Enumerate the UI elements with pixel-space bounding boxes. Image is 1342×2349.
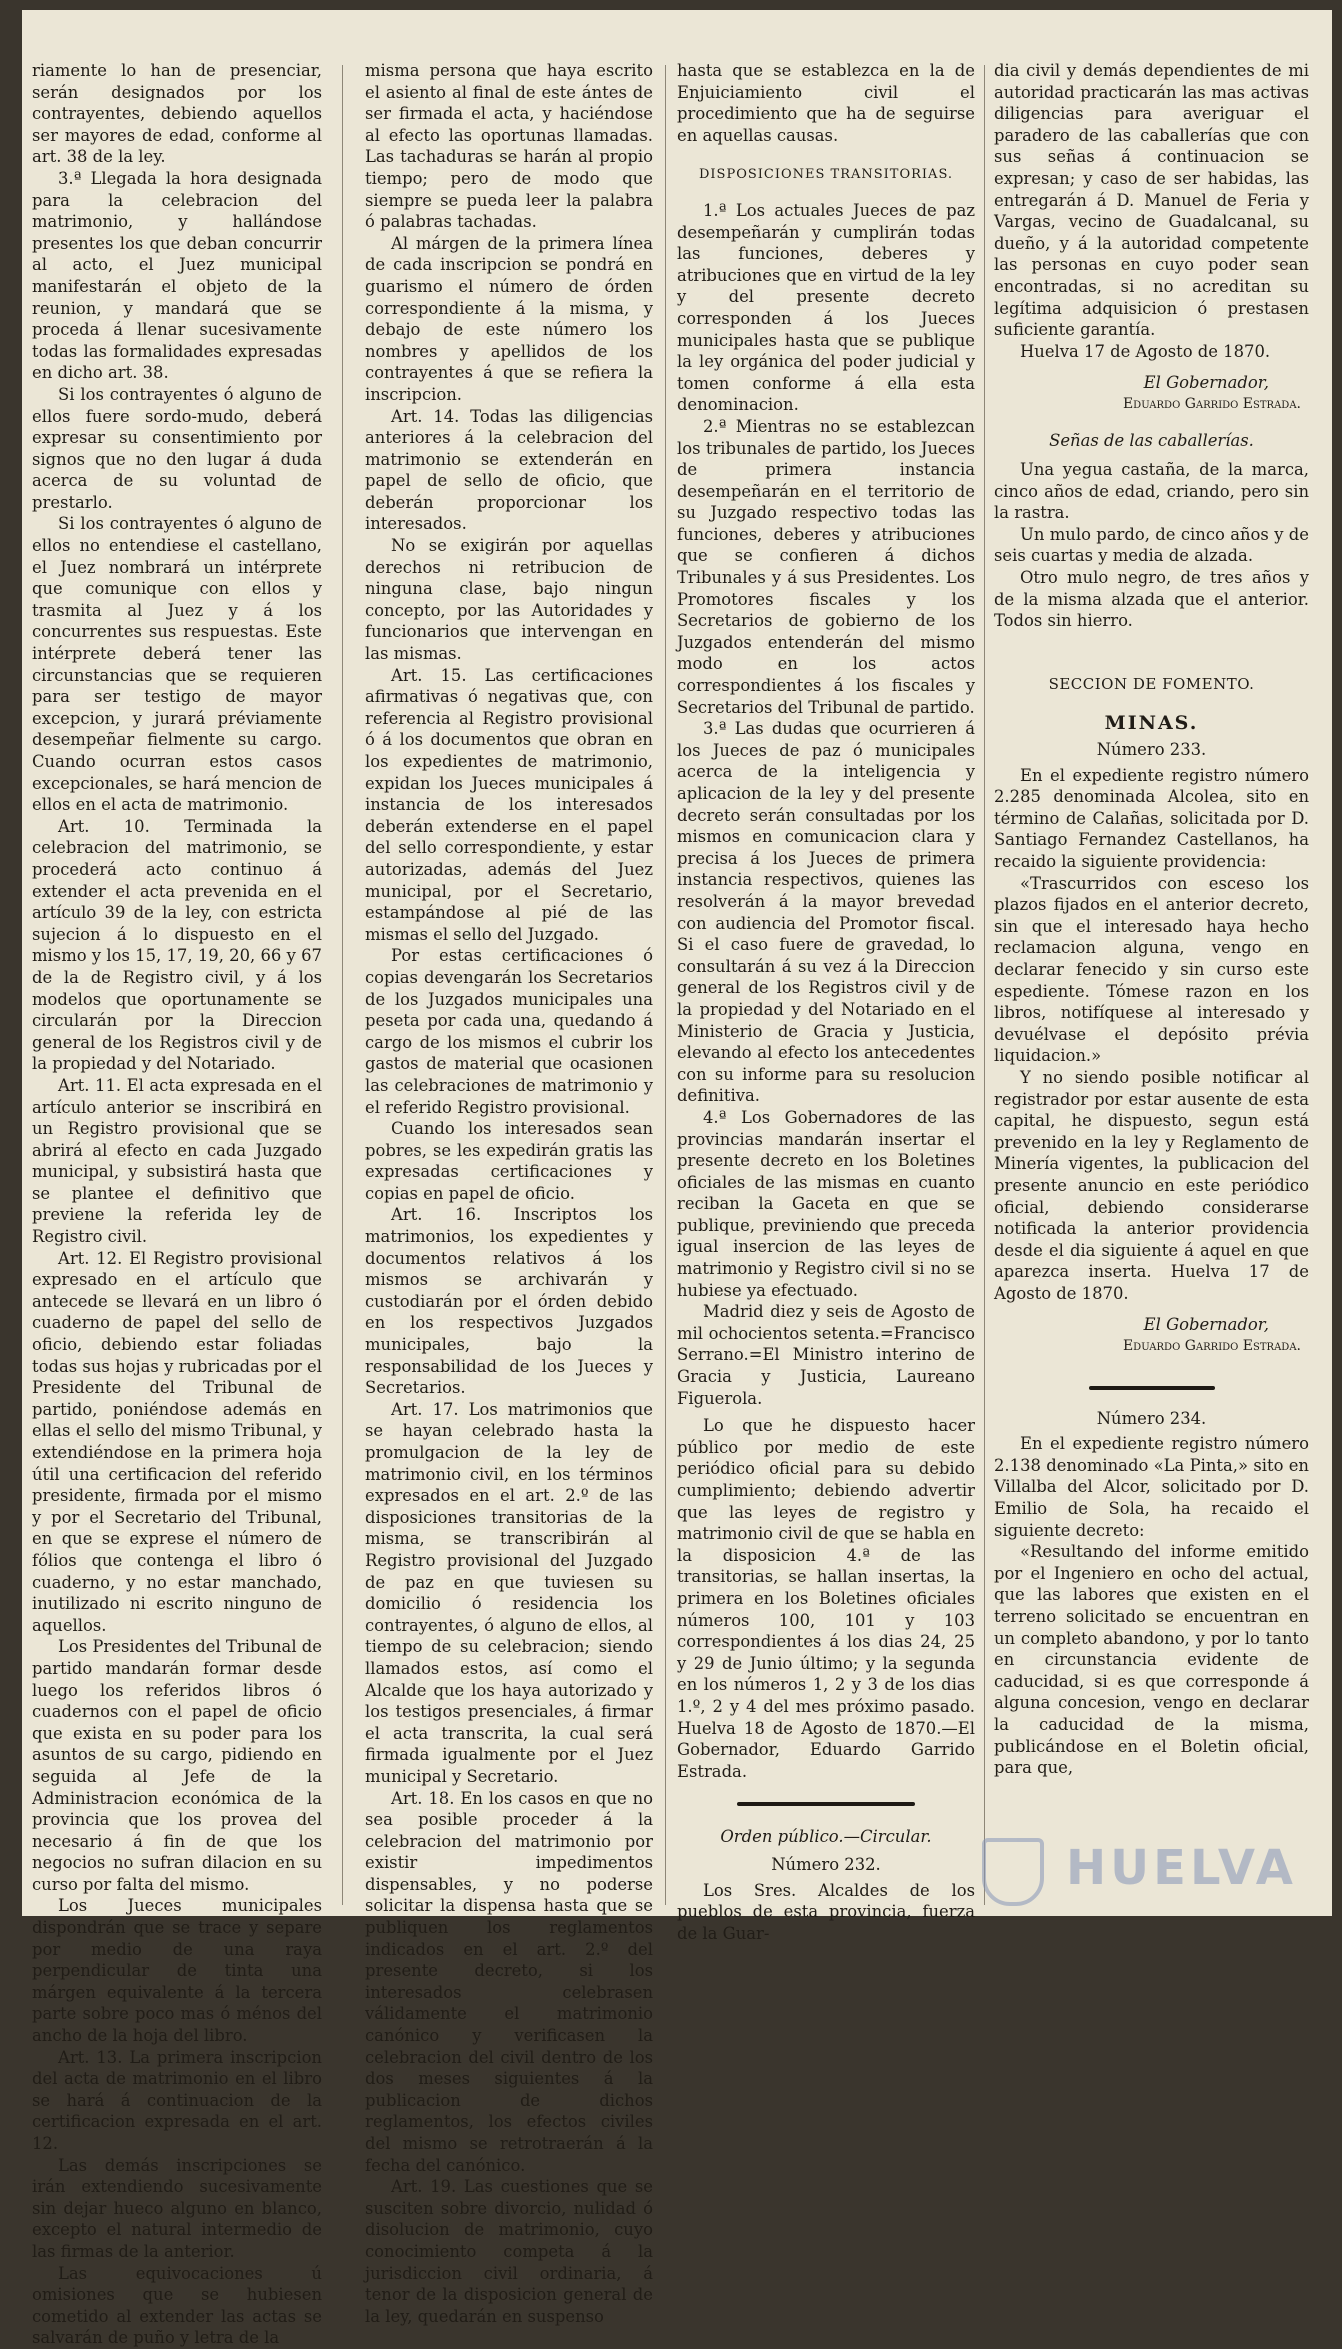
watermark-text: HUELVA: [1066, 1840, 1297, 1896]
paragraph: Cuando los interesados sean pobres, se les expedirán gratis las expresadas certificaciones y copias en papel de oficio.: [365, 1119, 653, 1203]
paragraph: Y no siendo posible notificar al registrador por estar ausente de esta capital, he dispuesto, segun está prevenido en la ley y Reglamento de Minería vigentes, la publicacion del presente anuncio en este periódico oficial, debiendo considerarse notificada la anterior providencia desde el dia siguiente á aquel en que aparezca inserta. Huelva 17 de Agosto de 1870.: [994, 1067, 1309, 1303]
sena-item: Otro mulo negro, de tres años y de la misma alzada que el anterior. Todos sin hierro.: [994, 568, 1309, 631]
paragraph: Lo que he dispuesto hacer público por medio de este periódico oficial para su debido cumplimiento; debiendo advertir que las leyes de registro y matrimonio civil de que se habla en la disposicion 4.ª de las transitorias, se hallan insertas, la primera en los Boletines oficiales números 100, 101 y 103 correspondientes á los dias 24, 25 y 29 de Junio último; y la segunda en los números 1, 2 y 3 de los dias 1.º, 2 y 4 del mes próximo pasado. Huelva 18 de Agosto de 1870.—El Gobernador, Eduardo Garrido Estrada.: [677, 1416, 975, 1781]
paragraph: dia civil y demás dependientes de mi autoridad practicarán las mas activas diligencias para averiguar el paradero de las caballerías que con sus señas á continuacion se expresan; y caso de ser habidas, las entregarán á D. Manuel de Feria y Vargas, vecino de Guadalcanal, su dueño, y á la autoridad competente las personas en cuyo poder sean encontradas, si no acreditan su legítima adquisicion ó prestasen suficiente garantía.: [994, 61, 1309, 340]
dateline: Madrid diez y seis de Agosto de mil ochocientos setenta.=Francisco Serrano.=El Ministro interino de Gracia y Justicia, Laureano Figuerola.: [677, 1302, 975, 1408]
section-heading: SECCION DE FOMENTO.: [1048, 674, 1255, 693]
article-10: Art. 10. Terminada la celebracion del matrimonio, se procederá acto continuo á extender el acta prevenida en el artículo 39 de la ley, con estricta sujecion á lo dispuesto en el mismo y los 15, 17, 19, 20, 66 y 67 de la de Registro civil, y á los modelos que oportunamente se circularán por la Direccion general de los Registros civil y de la propiedad y del Notariado.: [32, 816, 322, 1074]
paragraph: hasta que se establezca en la de Enjuiciamiento civil el procedimiento que ha de seguirse en aquellas causas.: [677, 61, 975, 145]
article-13: Art. 13. La primera inscripcion del acta de matrimonio en el libro se hará á continuacion de la certificacion expresada en el art. 12.: [32, 2047, 322, 2153]
column-rule: [984, 65, 985, 1905]
article-14: Art. 14. Todas las diligencias anteriores á la celebracion del matrimonio se extenderán en papel de sello de oficio, que deberán proporcionar los interesados.: [365, 406, 653, 534]
column-1: [32, 60, 322, 2348]
signature-name: Eduardo Garrido Estrada.: [1122, 1338, 1301, 1355]
article-15: Art. 15. Las certificaciones afirmativas ó negativas que, con referencia al Registro provisional ó á los documentos que obran en los expedientes de matrimonio, expidan los Jueces municipales á instancia de los interesados deberán extenderse en el papel del sello correspondiente, y estar autorizadas, además del Juez municipal, por el Secretario, estampándose al pié de las mismas el sello del Juzgado.: [365, 665, 653, 944]
minas-heading: MINAS.: [1104, 712, 1199, 735]
divider: [1089, 1386, 1215, 1390]
paragraph: No se exigirán por aquellas derechos ni retribucion de ninguna clase, bajo ningun concepto, por las Autoridades y funcionarios que intervengan en las mismas.: [365, 536, 653, 664]
paragraph: misma persona que haya escrito el asiento al final de este ántes de ser firmada el acta, y haciéndose al efecto las oportunas llamadas. Las tachaduras se harán al propio tiempo; pero de modo que siempre se pueda leer la palabra ó palabras tachadas.: [365, 61, 653, 232]
paragraph: En el expediente registro número 2.285 denominada Alcolea, sito en término de Calañas, solicitada por D. Santiago Fernandez Castellanos, ha recaido la siguiente providencia:: [994, 765, 1309, 871]
article-16: Art. 16. Inscriptos los matrimonios, los expedientes y documentos relativos á los mismos se archivarán y custodiarán por el órden debido en los respectivos Juzgados municipales, bajo la responsabilidad de los Jueces y Secretarios.: [365, 1205, 653, 1398]
paragraph: Si los contrayentes ó alguno de ellos fuere sordo-mudo, deberá expresar su consentimiento por signos que no den lugar á duda acerca de su voluntad de prestarlo.: [32, 384, 322, 512]
signature-role: El Gobernador,: [1143, 1315, 1269, 1335]
paragraph: Las demás inscripciones se irán extendiendo sucesivamente sin dejar hueco alguno en blanco, excepto el natural intermedio de las firmas de la anterior.: [32, 2155, 322, 2261]
paragraph: «Resultando del informe emitido por el Ingeniero en ocho del actual, que las labores que existen en el terreno solicitado se encuentran en un completo abandono, y por lo tanto en circunstancia evidente de caducidad, si es que corresponde á alguna concesion, vengo en declarar la caducidad de la misma, publicándose en el Boletin oficial, para que,: [994, 1542, 1309, 1778]
numero-233: Número 233.: [1096, 740, 1207, 760]
sena-item: Un mulo pardo, de cinco años y de seis cuartas y media de alzada.: [994, 524, 1309, 566]
article-19: Art. 19. Las cuestiones que se susciten sobre divorcio, nulidad ó disolucion de matrimonio, cuyo conocimiento competa á la jurisdiccion civil ordinaria, á tenor de la disposicion general de la ley, quedarán en suspenso: [365, 2177, 653, 2326]
article-11: Art. 11. El acta expresada en el artículo anterior se inscribirá en un Registro provisional que se abrirá al efecto en cada Juzgado municipal, y subsistirá hasta que se plantee el definitivo que previene la referida ley de Registro civil.: [32, 1075, 322, 1247]
huelva-watermark: [982, 1830, 1342, 1910]
signature-role: El Gobernador,: [1143, 373, 1269, 393]
date: Huelva 17 de Agosto de 1870.: [1020, 341, 1271, 361]
paragraph: Si los contrayentes ó alguno de ellos no entendiese el castellano, el Juez nombrará un intérprete que comunique con ellos y trasmita al Juez y á los concurrentes sus respuestas. Este intérprete deberá tener las circunstancias que se requieren para ser testigo de mayor excepcion, y jurará préviamente desempeñar fielmente su cargo. Cuando ocurran estos casos excepcionales, se hará mencion de ellos en el acta de matrimonio.: [32, 514, 322, 815]
paragraph: Al márgen de la primera línea de cada inscripcion se pondrá en guarismo el número de órden correspondiente á la misma, y debajo de este número los nombres y apellidos de los contrayentes á que se refiera la inscripcion.: [365, 233, 653, 404]
column-4: [994, 60, 1309, 1910]
transitoria-1: 1.ª Los actuales Jueces de paz desempeñarán y cumplirán todas las funciones, deberes y atribuciones que en virtud de la ley y del presente decreto corresponden á los Jueces municipales hasta que se publique la ley orgánica del poder judicial y tomen conforme á ella esta denominacion.: [677, 200, 975, 415]
article-18: Art. 18. En los casos en que no sea posible proceder á la celebracion del matrimonio por existir impedimentos dispensables, y no poderse solicitar la dispensa hasta que se publiquen los reglamentos indicados en el art. 2.º del presente decreto, si los interesados celebrasen válidamente el matrimonio canónico y verificasen la celebracion del civil dentro de los dos meses siguientes á la publicacion de dichos reglamentos, los efectos civiles del mismo se retrotraerán á la fecha del canónico.: [365, 1788, 653, 2175]
transitoria-2: 2.ª Mientras no se establezcan los tribunales de partido, los Jueces de primera instancia desempeñarán en el territorio de su Juzgado respectivo todas las funciones, deberes y atribuciones que se confieren á dichos Tribunales y á sus Presidentes. Los Promotores fiscales y los Secretarios de gobierno de los Juzgados entenderán del mismo modo en los actos correspondientes á los fiscales y Secretarios del Tribunal de partido.: [677, 416, 975, 717]
signature-name: Eduardo Garrido Estrada.: [1122, 395, 1301, 412]
numero-232: Número 232.: [771, 1854, 881, 1874]
paragraph: Por estas certificaciones ó copias devengarán los Secretarios de los Juzgados municipales una peseta por cada una, quedando á cargo de los mismos el cubrir los gastos de material que ocasionen las celebraciones de matrimonio y el referido Registro provisional.: [365, 946, 653, 1117]
paragraph: 3.ª Llegada la hora designada para la celebracion del matrimonio, y hallándose presentes los que deban concurrir al acto, el Juez municipal manifestarán el objeto de la reunion, y mandará que se proceda á llenar sucesivamente todas las formalidades expresadas en dicho art. 38.: [32, 168, 322, 383]
transitoria-4: 4.ª Los Gobernadores de las provincias mandarán insertar el presente decreto en los Boletines oficiales de las mismas en cuanto reciban la Gaceta en que se publique, previniendo que preceda igual insercion de las leyes de matrimonio y Registro civil si no se hubiese ya efectuado.: [677, 1107, 975, 1300]
column-rule: [342, 65, 343, 1905]
article-17: Art. 17. Los matrimonios que se hayan celebrado hasta la promulgacion de la ley de matrimonio civil, en los términos expresados en el art. 2.º de las disposiciones transitorias de la misma, se transcribirán al Registro provisional del Juzgado de paz en que tuviesen su domicilio ó residencia los contrayentes, ó alguno de ellos, al tiempo de su celebracion; siendo llamados estos, así como el Alcalde que los haya autorizado y los testigos presenciales, á firmar el acta transcrita, la cual será firmada igualmente por el Juez municipal y Secretario.: [365, 1399, 653, 1786]
orden-publico-heading: Orden público.—Circular.: [720, 1827, 932, 1847]
article-12: Art. 12. El Registro provisional expresado en el artículo que antecede se llevará en un libro ó cuaderno de papel del sello de oficio, debiendo estar foliadas todas sus hojas y rubricadas por el Presidente del Tribunal de partido, poniéndose además en ellas el sello del mismo Tribunal, y extendiéndose en la primera hoja útil una certificacion del referido presidente, firmada por el mismo y por el Secretario del Tribunal, en que se exprese el número de fólios que contenga el libro ó cuaderno, y no estar manchado, inutilizado ni escrito ninguno de aquellos.: [32, 1248, 322, 1635]
transitoria-3: 3.ª Las dudas que ocurrieren á los Jueces de paz ó municipales acerca de la inteligencia y aplicacion de la ley y del presente decreto serán consultadas por los mismos en comunicacion clara y precisa á los Jueces de primera instancia respectivos, quienes las resolverán á la mayor brevedad con audiencia del Promotor fiscal. Si el caso fuere de gravedad, lo consultarán á su vez á la Direccion general de los Registros civil y de la propiedad y del Notariado en el Ministerio de Gracia y Justicia, elevando al efecto los antecedentes con su informe para su resolucion definitiva.: [677, 719, 975, 1106]
divider: [737, 1802, 916, 1806]
paragraph: Los Jueces municipales dispondrán que se trace y separe por medio de una raya perpendicular de tinta una márgen equivalente á la tercera parte sobre poco mas ó ménos del ancho de la hoja del libro.: [32, 1896, 322, 2046]
paragraph: Las equivocaciones ú omisiones que se hubiesen cometido al extender las actas se salvarán de puño y letra de la: [32, 2263, 322, 2348]
transitorias-heading: DISPOSICIONES TRANSITORIAS.: [698, 167, 954, 183]
sena-item: Una yegua castaña, de la marca, cinco años de edad, criando, pero sin la rastra.: [994, 460, 1309, 523]
paragraph: Los Sres. Alcaldes de los pueblos de esta provincia, fuerza de la Guar-: [677, 1880, 975, 1943]
shield-icon: [982, 1838, 1044, 1906]
numero-234: Número 234.: [1096, 1408, 1207, 1428]
column-2: [365, 60, 653, 2326]
newspaper-page: [22, 10, 1332, 2348]
column-3: [677, 60, 975, 1943]
paragraph: riamente lo han de presenciar, serán designados por los contrayentes, debiendo aquellos ser mayores de edad, conforme al art. 38 de la ley.: [32, 61, 322, 167]
column-rule: [665, 65, 666, 1905]
paragraph: En el expediente registro número 2.138 denominado «La Pinta,» sito en Villalba del Alcor, solicitado por D. Emilio de Sola, ha recaido el siguiente decreto:: [994, 1434, 1309, 1540]
paragraph: Los Presidentes del Tribunal de partido mandarán formar desde luego los referidos libros ó cuadernos con el papel de oficio que exista en su poder para los asuntos de su cargo, pidiendo en seguida al Jefe de la Administracion económica de la provincia que los provea del necesario á fin de que los negocios no sufran dilacion en su curso por falta del mismo.: [32, 1637, 322, 1894]
paragraph: «Trascurridos con esceso los plazos fijados en el anterior decreto, sin que el interesado haya hecho reclamacion alguna, vengo en declarar fenecido y sin curso este espediente. Tómese razon en los libros, notifíquese al interesado y devuélvase el depósito prévia liquidacion.»: [994, 873, 1309, 1066]
senas-heading: Señas de las caballerías.: [1049, 430, 1254, 450]
